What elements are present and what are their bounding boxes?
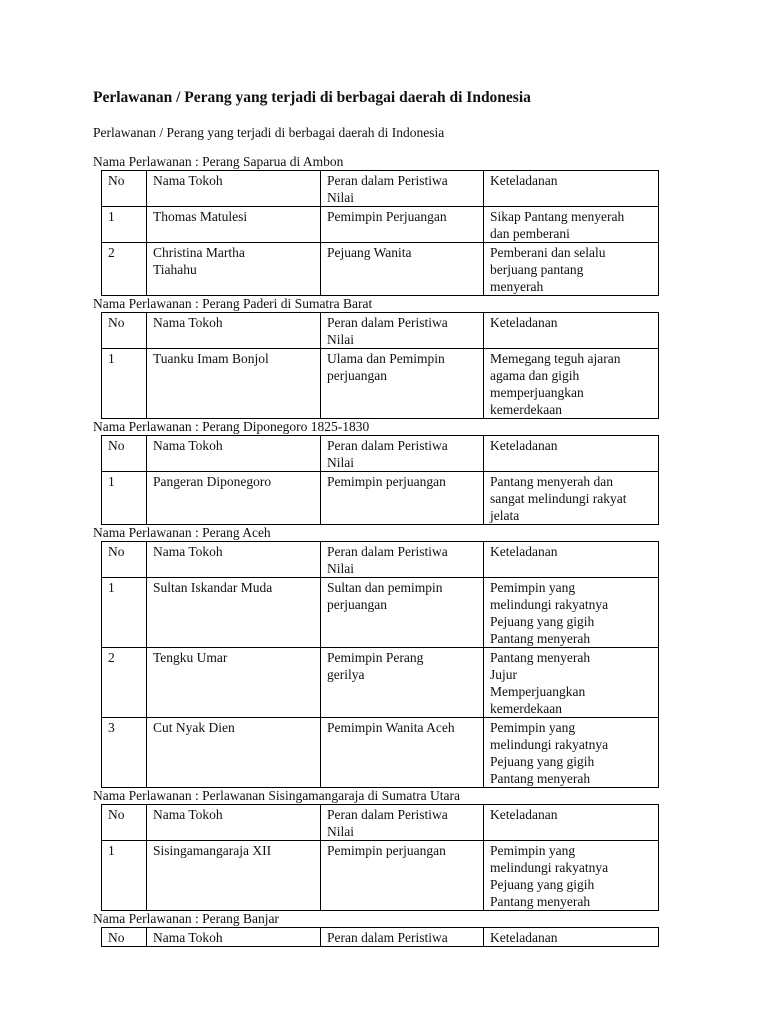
cell-peran: Pemimpin Perang gerilya	[321, 648, 484, 718]
header-keteladanan: Keteladanan	[484, 928, 659, 947]
header-nama-tokoh: Nama Tokoh	[147, 436, 321, 472]
cell-nama-tokoh: Tuanku Imam Bonjol	[147, 349, 321, 419]
header-no: No	[102, 928, 147, 947]
cell-no: 1	[102, 349, 147, 419]
header-keteladanan: Keteladanan	[484, 542, 659, 578]
header-peran: Peran dalam Peristiwa	[321, 928, 484, 947]
header-peran: Peran dalam Peristiwa Nilai	[321, 542, 484, 578]
table-header-row	[102, 313, 659, 349]
cell-peran: Pemimpin perjuangan	[321, 472, 484, 525]
header-keteladanan: Keteladanan	[484, 171, 659, 207]
table-header-row	[102, 542, 659, 578]
cell-peran: Pemimpin Wanita Aceh	[321, 718, 484, 788]
resistance-section	[93, 296, 663, 419]
table-row	[102, 243, 659, 296]
section-heading: Nama Perlawanan : Perang Aceh	[93, 525, 271, 540]
cell-peran: Pejuang Wanita	[321, 243, 484, 296]
section-heading: Nama Perlawanan : Perang Saparua di Ambon	[93, 154, 344, 169]
cell-no: 1	[102, 207, 147, 243]
tokoh-table	[101, 312, 659, 419]
document-subtitle: Perlawanan / Perang yang terjadi di berbagai daerah di Indonesia	[93, 125, 445, 140]
cell-no: 2	[102, 648, 147, 718]
header-keteladanan: Keteladanan	[484, 313, 659, 349]
header-nama-tokoh: Nama Tokoh	[147, 928, 321, 947]
tokoh-table	[101, 541, 659, 788]
resistance-section	[93, 788, 663, 911]
header-no: No	[102, 436, 147, 472]
header-nama-tokoh: Nama Tokoh	[147, 313, 321, 349]
cell-keteladanan: Memegang teguh ajaran agama dan gigih memperjuangkan kemerdekaan	[484, 349, 659, 419]
section-heading: Nama Perlawanan : Perang Paderi di Sumatra Barat	[93, 296, 373, 311]
resistance-section	[93, 154, 663, 296]
tokoh-table	[101, 170, 659, 296]
header-nama-tokoh: Nama Tokoh	[147, 542, 321, 578]
cell-nama-tokoh: Tengku Umar	[147, 648, 321, 718]
cell-nama-tokoh: Sultan Iskandar Muda	[147, 578, 321, 648]
tokoh-table	[101, 927, 659, 947]
table-header-row	[102, 436, 659, 472]
table-row	[102, 207, 659, 243]
cell-peran: Sultan dan pemimpin perjuangan	[321, 578, 484, 648]
header-peran: Peran dalam Peristiwa Nilai	[321, 171, 484, 207]
resistance-section	[93, 911, 663, 947]
table-header-row	[102, 928, 659, 947]
sections-container	[93, 154, 663, 947]
section-heading: Nama Perlawanan : Perang Diponegoro 1825-1830	[93, 419, 370, 434]
header-keteladanan: Keteladanan	[484, 805, 659, 841]
cell-nama-tokoh: Pangeran Diponegoro	[147, 472, 321, 525]
cell-peran: Ulama dan Pemimpin perjuangan	[321, 349, 484, 419]
header-peran: Peran dalam Peristiwa Nilai	[321, 313, 484, 349]
header-peran: Peran dalam Peristiwa Nilai	[321, 805, 484, 841]
header-no: No	[102, 542, 147, 578]
resistance-section	[93, 525, 663, 788]
cell-no: 1	[102, 578, 147, 648]
table-header-row	[102, 805, 659, 841]
cell-keteladanan: Pemberani dan selalu berjuang pantang menyerah	[484, 243, 659, 296]
table-row	[102, 578, 659, 648]
section-heading: Nama Perlawanan : Perlawanan Sisingamangaraja di Sumatra Utara	[93, 788, 460, 803]
table-row	[102, 648, 659, 718]
cell-nama-tokoh: Christina Martha Tiahahu	[147, 243, 321, 296]
cell-no: 3	[102, 718, 147, 788]
table-row	[102, 349, 659, 419]
header-nama-tokoh: Nama Tokoh	[147, 171, 321, 207]
cell-nama-tokoh: Sisingamangaraja XII	[147, 841, 321, 911]
tokoh-table	[101, 804, 659, 911]
cell-keteladanan: Pantang menyerah dan sangat melindungi rakyat jelata	[484, 472, 659, 525]
header-nama-tokoh: Nama Tokoh	[147, 805, 321, 841]
document-title: Perlawanan / Perang yang terjadi di berbagai daerah di Indonesia	[93, 89, 531, 106]
cell-peran: Pemimpin perjuangan	[321, 841, 484, 911]
header-keteladanan: Keteladanan	[484, 436, 659, 472]
cell-keteladanan: Pemimpin yang melindungi rakyatnya Pejuang yang gigih Pantang menyerah	[484, 841, 659, 911]
tokoh-table	[101, 435, 659, 525]
cell-peran: Pemimpin Perjuangan	[321, 207, 484, 243]
table-row	[102, 841, 659, 911]
cell-keteladanan: Sikap Pantang menyerah dan pemberani	[484, 207, 659, 243]
header-no: No	[102, 313, 147, 349]
cell-no: 1	[102, 841, 147, 911]
cell-keteladanan: Pemimpin yang melindungi rakyatnya Pejuang yang gigih Pantang menyerah	[484, 718, 659, 788]
cell-no: 1	[102, 472, 147, 525]
cell-no: 2	[102, 243, 147, 296]
cell-nama-tokoh: Cut Nyak Dien	[147, 718, 321, 788]
section-heading: Nama Perlawanan : Perang Banjar	[93, 911, 279, 926]
table-row	[102, 718, 659, 788]
cell-keteladanan: Pantang menyerah Jujur Memperjuangkan kemerdekaan	[484, 648, 659, 718]
document-page	[93, 88, 663, 947]
header-no: No	[102, 171, 147, 207]
cell-keteladanan: Pemimpin yang melindungi rakyatnya Pejuang yang gigih Pantang menyerah	[484, 578, 659, 648]
header-peran: Peran dalam Peristiwa Nilai	[321, 436, 484, 472]
table-row	[102, 472, 659, 525]
cell-nama-tokoh: Thomas Matulesi	[147, 207, 321, 243]
header-no: No	[102, 805, 147, 841]
table-header-row	[102, 171, 659, 207]
resistance-section	[93, 419, 663, 525]
